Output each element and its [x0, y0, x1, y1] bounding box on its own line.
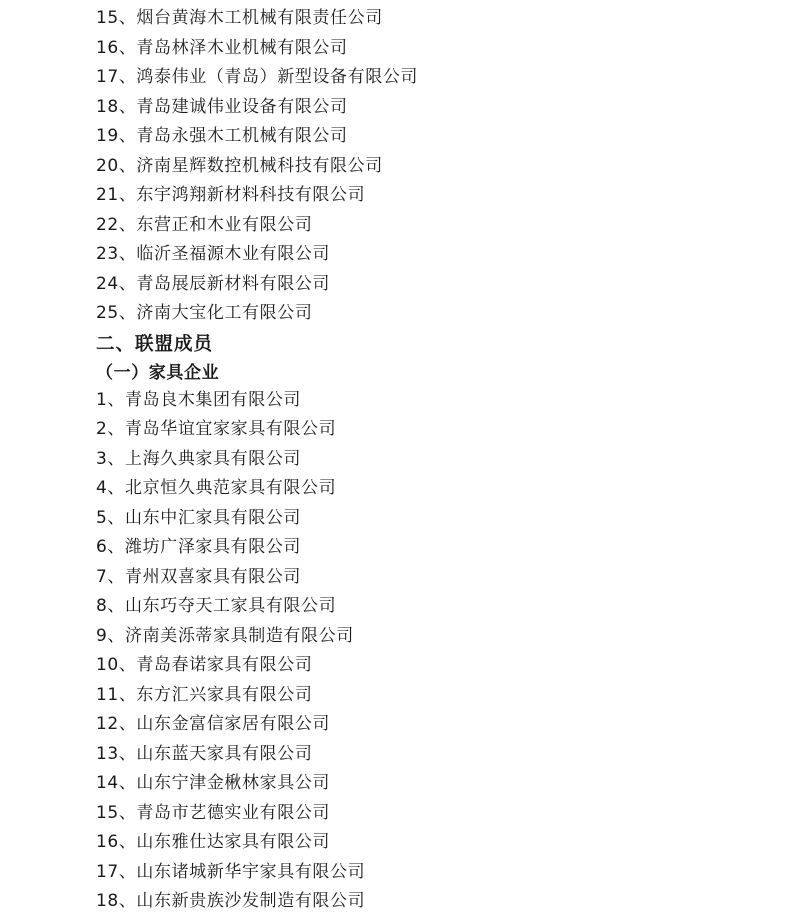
list-item: 13、山东蓝天家具有限公司	[96, 743, 313, 764]
list-item: 17、山东诸城新华宇家具有限公司	[96, 861, 366, 882]
list-item: 23、临沂圣福源木业有限公司	[96, 244, 331, 264]
list-item: 2、青岛华谊宜家家具有限公司	[96, 419, 337, 439]
list-item: 10、青岛春诺家具有限公司	[96, 655, 313, 675]
list-item: 12、山东金富信家居有限公司	[96, 714, 331, 734]
document-body	[96, 4, 776, 917]
list-item: 1、青岛良木集团有限公司	[96, 389, 302, 410]
list-item: 7、青州双喜家具有限公司	[96, 566, 302, 587]
list-item: 19、青岛永强木工机械有限公司	[96, 126, 348, 146]
list-item: 9、济南美泺蒂家具制造有限公司	[96, 625, 354, 646]
list-item: 24、青岛展辰新材料有限公司	[96, 273, 331, 294]
subsection-heading: （一）家具企业	[96, 362, 220, 383]
list-item: 17、鸿泰伟业（青岛）新型设备有限公司	[96, 67, 419, 87]
list-item: 22、东营正和木业有限公司	[96, 214, 313, 235]
list-item: 5、山东中汇家具有限公司	[96, 507, 302, 528]
list-item: 20、济南星辉数控机械科技有限公司	[96, 155, 383, 176]
list-item: 3、上海久典家具有限公司	[96, 448, 302, 469]
list-item: 18、青岛建诚伟业设备有限公司	[96, 96, 348, 117]
list-item: 15、青岛市艺德实业有限公司	[96, 802, 331, 823]
section-heading: 二、联盟成员	[96, 333, 214, 355]
list-item: 8、山东巧夺天工家具有限公司	[96, 596, 337, 616]
list-item: 15、烟台黄海木工机械有限责任公司	[96, 8, 383, 28]
list-item: 25、济南大宝化工有限公司	[96, 303, 313, 323]
list-item: 21、东宇鸿翔新材料科技有限公司	[96, 185, 366, 205]
list-item: 11、东方汇兴家具有限公司	[96, 684, 313, 705]
list-item: 18、山东新贵族沙发制造有限公司	[96, 891, 366, 911]
list-item: 4、北京恒久典范家具有限公司	[96, 478, 337, 498]
list-item: 6、潍坊广泽家具有限公司	[96, 537, 302, 557]
list-item: 16、山东雅仕达家具有限公司	[96, 832, 331, 852]
company-list-continued	[96, 4, 776, 329]
furniture-company-list	[96, 386, 776, 917]
list-item: 14、山东宁津金楸林家具公司	[96, 773, 331, 793]
list-item: 16、青岛林泽木业机械有限公司	[96, 37, 348, 58]
